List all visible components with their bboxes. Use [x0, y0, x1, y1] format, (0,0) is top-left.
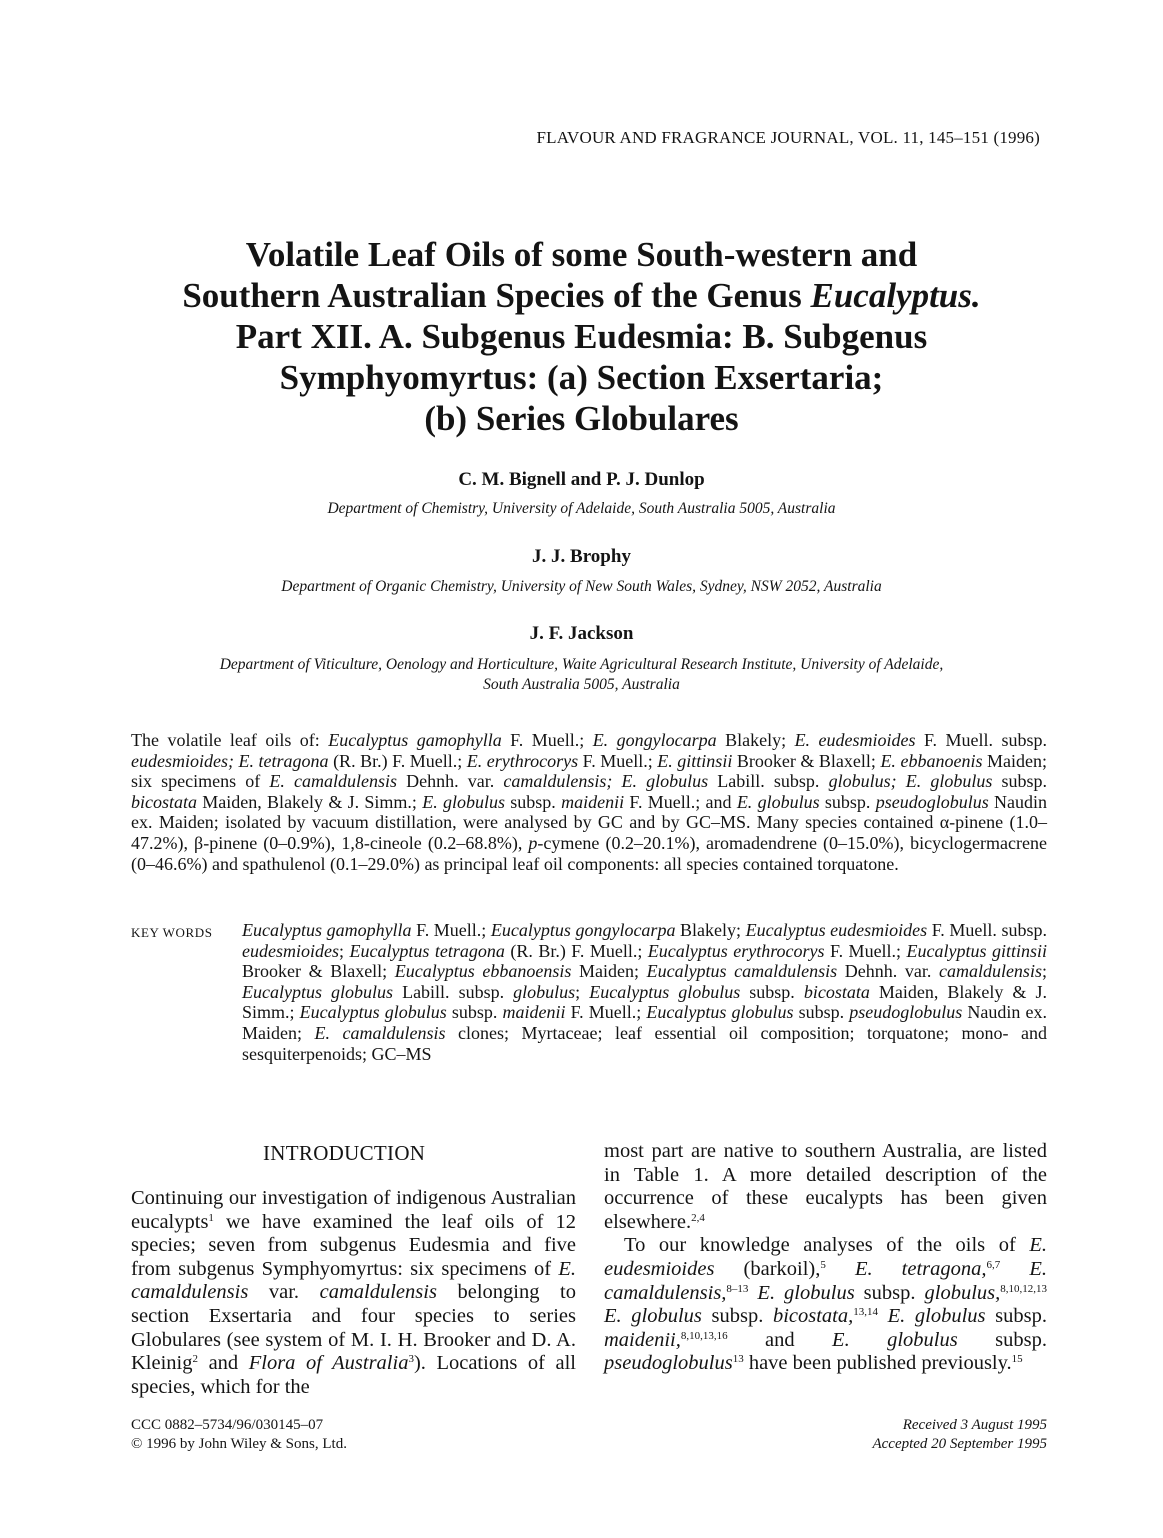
journal-header: FLAVOUR AND FRAGRANCE JOURNAL, VOL. 11, 145–151 (1996) — [536, 128, 1040, 147]
title-line-1: Volatile Leaf Oils of some South-western and — [245, 235, 918, 274]
author-names-3: J. F. Jackson — [529, 623, 634, 644]
author-names-2: J. J. Brophy — [532, 546, 631, 567]
keywords-label: KEY WORDS — [131, 925, 213, 940]
author-names-1: C. M. Bignell and P. J. Dunlop — [458, 469, 705, 490]
author-affiliation-1: Department of Chemistry, University of Adelaide, South Australia 5005, Australia — [327, 500, 836, 517]
title-genus: Eucalyptus. — [810, 276, 981, 315]
accepted-date: Accepted 20 September 1995 — [872, 1436, 1047, 1452]
intro-paragraph-2: To our knowledge analyses of the oils of E. eudesmioides (barkoil),$^5$ E. tetragona,$^{6,7}$ E. camaldulensis,$^{8-13}$ E. globulus subsp. globulus,$^{8,10,12,13}$ E. globulus subsp. bicostata,$^{13,14}$ E. globulus subsp. maidenii,$^{8,10,13,16}$ and E. globulus subsp. pseudoglobulus$^{13}$ have been published previously.$^{15}$ — [604, 1234, 1047, 1375]
intro-paragraph-1-cont: most part are native to southern Australia, are listed in Table 1. A more detailed description of the occurrence of these eucalypts has been given elsewhere.$^{2,4}$ — [604, 1140, 1047, 1233]
footer-dates-block — [760, 1416, 1047, 1454]
received-date: Received 3 August 1995 — [902, 1417, 1047, 1433]
affiliation-line-2: South Australia 5005, Australia — [483, 676, 680, 693]
author-affiliation-3 — [140, 655, 1023, 695]
title-line-5: (b) Series Globulares — [424, 399, 739, 438]
author-affiliation-2: Department of Organic Chemistry, University of New South Wales, Sydney, NSW 2052, Australia — [281, 578, 882, 595]
affiliation-line-1: Department of Viticulture, Oenology and Horticulture, Waite Agricultural Research Institute, University of Adelaide, — [219, 656, 944, 673]
copyright-notice: © 1996 by John Wiley & Sons, Ltd. — [131, 1436, 347, 1452]
title-line-2 — [110, 275, 1053, 316]
abstract: The volatile leaf oils of: Eucalyptus gamophylla F. Muell.; E. gongylocarpa Blakely; E. eudesmioides F. Muell. subsp. eudesmioides; E. tetragona (R. Br.) F. Muell.; E. erythrocorys F. Muell.; E. gittinsii Brooker & Blaxell; E. ebbanoenis Maiden; six specimens of E. camaldulensis Dehnh. var. camaldulensis; E. globulus Labill. subsp. globulus; E. globulus subsp. bicostata Maiden, Blakely & J. Simm.; E. globulus subsp. maidenii F. Muell.; and E. globulus subsp. pseudoglobulus Naudin ex. Maiden; isolated by vacuum distillation, were analysed by GC and by GC–MS. Many species contained α-pinene (1.0–47.2%), β-pinene (0–0.9%), 1,8-cineole (0.2–68.8%), p-cymene (0.2–20.1%), aromadendrene (0–15.0%), bicyclogermacrene (0–46.6%) and spathulenol (0.1–29.0%) as principal leaf oil components: all species contained torquatone. — [131, 730, 1048, 874]
introduction-column-right — [604, 1140, 1047, 1376]
keywords: Eucalyptus gamophylla F. Muell.; Eucalyptus gongylocarpa Blakely; Eucalyptus eudesmioides F. Muell. subsp. eudesmioides; Eucalyptus tetragona (R. Br.) F. Muell.; Eucalyptus erythrocorys F. Muell.; Eucalyptus gittinsii Brooker & Blaxell; Eucalyptus ebbanoensis Maiden; Eucalyptus camaldulensis Dehnh. var. camaldulensis; Eucalyptus globulus Labill. subsp. globulus; Eucalyptus globulus subsp. bicostata Maiden, Blakely & J. Simm.; Eucalyptus globulus subsp. maidenii F. Muell.; Eucalyptus globulus subsp. pseudoglobulus Naudin ex. Maiden; E. camaldulensis clones; Myrtaceae; leaf essential oil composition; torquatone; mono- and sesquiterpenoids; GC–MS — [242, 920, 1048, 1064]
paper-title — [110, 234, 1053, 439]
section-heading-introduction: INTRODUCTION — [263, 1141, 426, 1165]
title-line-2-text: Southern Australian Species of the Genus — [182, 276, 811, 315]
title-line-3: Part XII. A. Subgenus Eudesmia: B. Subgenus — [235, 317, 928, 356]
footer-copyright-block — [131, 1416, 347, 1454]
ccc-code: CCC 0882–5734/96/030145–07 — [131, 1417, 324, 1433]
title-line-4: Symphyomyrtus: (a) Section Exsertaria; — [279, 358, 884, 397]
introduction-column-left — [131, 1187, 576, 1399]
intro-paragraph-1: Continuing our investigation of indigenous Australian eucalypts$^1$ we have examined the leaf oils of 12 species; seven from subgenus Eudesmia and five from subgenus Symphyomyrtus: six specimens of E. camaldulensis var. camaldulensis belonging to section Exsertaria and four species to series Globulares (see system of M. I. H. Brooker and D. A. Kleinig$^2$ and Flora of Australia$^3$). Locations of all species, which for the — [131, 1187, 577, 1398]
